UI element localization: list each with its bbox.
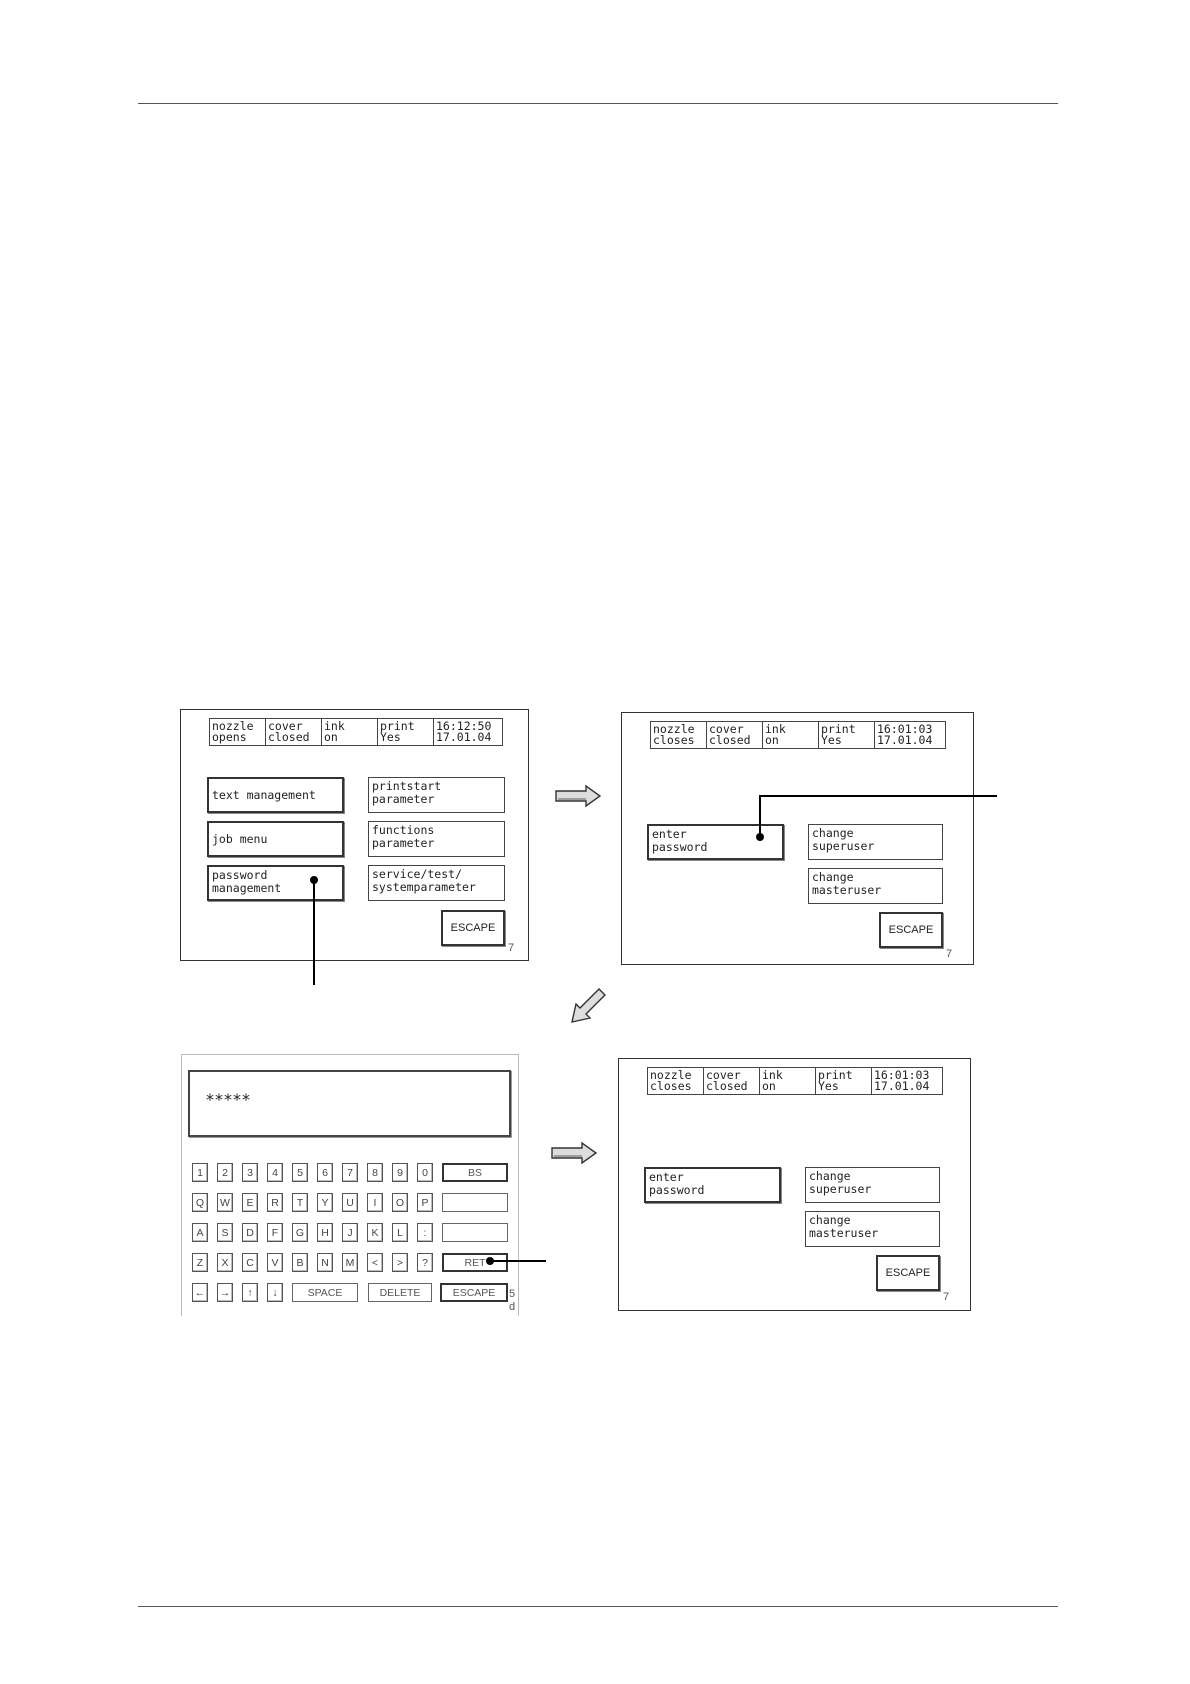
- status-nozzle: nozzle opens: [210, 719, 266, 745]
- key-b[interactable]: B: [292, 1253, 308, 1272]
- callout-line-enter-password-v: [759, 795, 761, 837]
- arrow-down-key[interactable]: ↓: [267, 1283, 283, 1302]
- status-print: print Yes: [378, 719, 434, 745]
- status-ink: ink on: [760, 1068, 816, 1094]
- blank-key-2[interactable]: [442, 1223, 508, 1242]
- arrow-right-icon: [550, 1142, 598, 1164]
- page-mark: 7: [508, 942, 515, 954]
- enter-password-button[interactable]: enter password: [647, 824, 784, 860]
- key-f[interactable]: F: [267, 1223, 283, 1242]
- key-question[interactable]: ?: [417, 1253, 433, 1272]
- key-o[interactable]: O: [392, 1193, 408, 1212]
- status-ink: ink on: [763, 722, 819, 748]
- key-q[interactable]: Q: [192, 1193, 208, 1212]
- status-print: print Yes: [819, 722, 875, 748]
- footer-rule: [138, 1606, 1058, 1607]
- printstart-parameter-button[interactable]: printstart parameter: [368, 777, 505, 813]
- ret-key[interactable]: RET: [442, 1253, 508, 1272]
- status-datetime: 16:12:50 17.01.04: [436, 719, 492, 744]
- status-bar: [209, 718, 503, 746]
- escape-button[interactable]: ESCAPE: [441, 910, 505, 946]
- key-5[interactable]: 5: [292, 1163, 308, 1182]
- key-y[interactable]: Y: [317, 1193, 333, 1212]
- key-w[interactable]: W: [217, 1193, 233, 1212]
- key-i[interactable]: I: [367, 1193, 383, 1212]
- enter-password-button[interactable]: enter password: [644, 1167, 781, 1203]
- key-colon[interactable]: :: [417, 1223, 433, 1242]
- change-superuser-button[interactable]: change superuser: [808, 824, 943, 860]
- key-c[interactable]: C: [242, 1253, 258, 1272]
- key-h[interactable]: H: [317, 1223, 333, 1242]
- key-u[interactable]: U: [342, 1193, 358, 1212]
- escape-key[interactable]: ESCAPE: [440, 1283, 508, 1302]
- text-management-button[interactable]: text management: [207, 777, 344, 813]
- callout-line-password-management: [313, 880, 315, 985]
- main-menu-screen: [180, 709, 529, 961]
- arrow-down-left-icon: [570, 988, 606, 1024]
- key-6[interactable]: 6: [317, 1163, 333, 1182]
- key-3[interactable]: 3: [242, 1163, 258, 1182]
- status-datetime: 16:01:03 17.01.04: [874, 1068, 930, 1093]
- page-mark: 7: [946, 948, 953, 960]
- key-less-than[interactable]: <: [367, 1253, 383, 1272]
- status-cover: cover closed: [707, 722, 763, 748]
- key-p[interactable]: P: [417, 1193, 433, 1212]
- service-parameter-button[interactable]: service/test/ systemparameter: [368, 865, 505, 901]
- keyboard-screen: [181, 1054, 519, 1316]
- blank-key-1[interactable]: [442, 1193, 508, 1212]
- arrow-right-key[interactable]: →: [217, 1283, 233, 1302]
- password-management-button[interactable]: password management: [207, 865, 344, 901]
- password-mask: *****: [206, 1090, 251, 1109]
- key-l[interactable]: L: [392, 1223, 408, 1242]
- change-masteruser-button[interactable]: change masteruser: [805, 1211, 940, 1247]
- key-e[interactable]: E: [242, 1193, 258, 1212]
- key-0[interactable]: 0: [417, 1163, 433, 1182]
- page-mark: 7: [943, 1291, 950, 1303]
- change-superuser-button[interactable]: change superuser: [805, 1167, 940, 1203]
- key-j[interactable]: J: [342, 1223, 358, 1242]
- key-t[interactable]: T: [292, 1193, 308, 1212]
- key-n[interactable]: N: [317, 1253, 333, 1272]
- password-field[interactable]: [188, 1070, 511, 1137]
- key-s[interactable]: S: [217, 1223, 233, 1242]
- key-greater-than[interactable]: >: [392, 1253, 408, 1272]
- key-m[interactable]: M: [342, 1253, 358, 1272]
- status-nozzle: nozzle closes: [651, 722, 707, 748]
- status-bar: [650, 721, 946, 749]
- header-rule: [138, 103, 1058, 104]
- escape-button[interactable]: ESCAPE: [876, 1255, 940, 1291]
- status-print: print Yes: [816, 1068, 872, 1094]
- key-d[interactable]: D: [242, 1223, 258, 1242]
- password-menu-screen-result: [618, 1058, 971, 1311]
- key-8[interactable]: 8: [367, 1163, 383, 1182]
- arrow-left-key[interactable]: ←: [192, 1283, 208, 1302]
- key-v[interactable]: V: [267, 1253, 283, 1272]
- status-bar: [647, 1067, 943, 1095]
- bs-key[interactable]: BS: [442, 1163, 508, 1182]
- arrow-right-icon: [554, 785, 602, 807]
- status-cover: cover closed: [266, 719, 322, 745]
- side-mark-5: 5: [509, 1288, 516, 1300]
- job-menu-button[interactable]: job menu: [207, 821, 344, 857]
- callout-line-ret: [490, 1260, 546, 1262]
- callout-line-enter-password-h: [759, 795, 997, 797]
- arrow-up-key[interactable]: ↑: [242, 1283, 258, 1302]
- functions-parameter-button[interactable]: functions parameter: [368, 821, 505, 857]
- key-a[interactable]: A: [192, 1223, 208, 1242]
- key-g[interactable]: G: [292, 1223, 308, 1242]
- status-datetime: 16:01:03 17.01.04: [877, 722, 933, 747]
- key-k[interactable]: K: [367, 1223, 383, 1242]
- status-cover: cover closed: [704, 1068, 760, 1094]
- key-4[interactable]: 4: [267, 1163, 283, 1182]
- key-r[interactable]: R: [267, 1193, 283, 1212]
- status-nozzle: nozzle closes: [648, 1068, 704, 1094]
- side-mark-d: d: [509, 1301, 516, 1313]
- key-z[interactable]: Z: [192, 1253, 208, 1272]
- space-key[interactable]: SPACE: [292, 1283, 358, 1302]
- key-2[interactable]: 2: [217, 1163, 233, 1182]
- change-masteruser-button[interactable]: change masteruser: [808, 868, 943, 904]
- status-ink: ink on: [322, 719, 378, 745]
- key-1[interactable]: 1: [192, 1163, 208, 1182]
- key-9[interactable]: 9: [392, 1163, 408, 1182]
- key-x[interactable]: X: [217, 1253, 233, 1272]
- escape-button[interactable]: ESCAPE: [879, 912, 943, 948]
- delete-key[interactable]: DELETE: [368, 1283, 432, 1302]
- password-menu-screen: [621, 712, 974, 965]
- key-7[interactable]: 7: [342, 1163, 358, 1182]
